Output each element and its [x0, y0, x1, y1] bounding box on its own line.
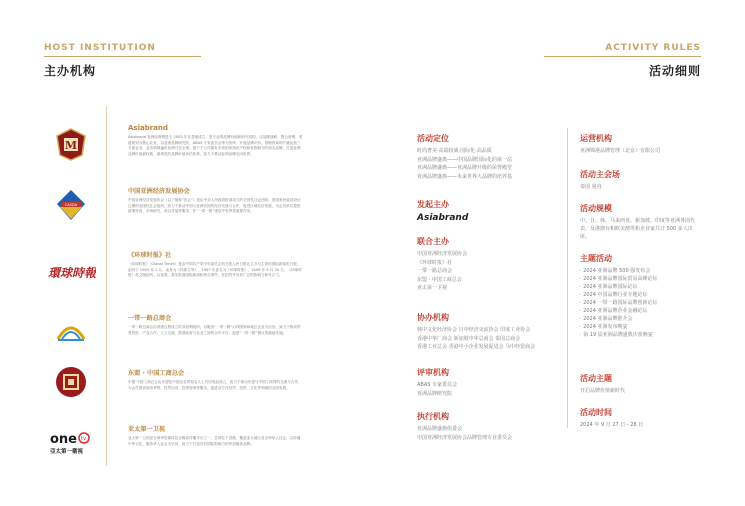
- global-times-logo: [48, 262, 96, 282]
- org-title: Asiabrand: [128, 124, 168, 132]
- section-text: 中、日、韩、马来西亚、新加坡、印度等亚洲各国代表，及港澳台和欧美澳等和企业家共计 500 多人出席。: [580, 218, 696, 240]
- right-divider-line: [567, 128, 568, 428]
- list-item: 中国亚洲经济发展协会品牌管理专业委员会: [417, 434, 513, 441]
- list-item: 亚洲品牌盛典——中国品牌国际化的第一站: [417, 156, 513, 163]
- org-one-tv: [128, 424, 303, 447]
- asiabrand-crest-logo: [54, 127, 88, 161]
- casda-emblem-logo: [54, 188, 88, 222]
- list-item: 中国亚洲经济发展协会: [417, 251, 468, 257]
- section-title: 运营机构: [580, 134, 612, 143]
- section-items: [417, 381, 457, 398]
- org-title: 中国亚洲经济发展协会: [128, 188, 190, 195]
- activity-rules-title-cn: 活动细则: [648, 64, 701, 78]
- list-item: · 2024 亚洲品牌推介会: [580, 316, 633, 322]
- org-description: 中国亚洲经济发展协会（以下简称“协会”）是由中央人民政府批准成立的全国性社会团体，是国家民政部登记注册的全国性社会组织，致力于推动中国与亚洲各国的经济交流与合作，促进区域经济发展，为会员单位提供政策咨询、市场研究、项目对接等服务，在“一带一路”建设中发挥着重要作用。: [128, 198, 301, 213]
- section-title: 发起主办: [417, 200, 449, 209]
- section-items: [417, 326, 535, 352]
- org-casda: [128, 186, 303, 215]
- section-themed-events: [580, 253, 658, 339]
- section-operator: [580, 133, 660, 155]
- section-title: 评审机构: [417, 368, 449, 377]
- list-item: · 2024 一带一路国际品牌创新论坛: [580, 300, 658, 306]
- svg-text:one: one: [50, 432, 78, 447]
- asean-china-chamber-logo: [54, 365, 88, 399]
- org-global-times: [128, 250, 303, 279]
- section-title: 执行机构: [417, 412, 449, 421]
- list-item: 韩中文化经济协会 日中经济交流协会 印度工业协会: [417, 327, 531, 333]
- section-title: 协办机构: [417, 313, 449, 322]
- section-text: 亚洲锦港品牌管理（北京）有限公司: [580, 148, 661, 154]
- section-items: [580, 267, 658, 339]
- org-asiabrand: [128, 124, 303, 157]
- left-header-line: [44, 56, 201, 57]
- section-text: 泰国 曼谷: [580, 184, 602, 190]
- section-title: 联合主办: [417, 237, 449, 246]
- list-item: 东盟 · 中国工商总会: [417, 276, 462, 283]
- list-item: 时尚奢美·高端权威·国际化·高品质: [417, 148, 492, 154]
- section-title: 活动规模: [580, 204, 612, 213]
- section-title: 活动定位: [417, 134, 449, 143]
- org-title: 东盟 · 中国工商总会: [128, 370, 185, 377]
- host-institution-title-cn: 主办机构: [44, 64, 97, 78]
- list-item: 亚洲品牌盛典——未来世界大品牌的培养基: [417, 173, 513, 180]
- org-description: 一带一路总商会由香港注册成立的非营利组织，以服务“一带一路”沿线国家和地区企业为宗旨，致力于推动贸易投资、产业合作、人文交流，搭建政府与企业之间的合作平台，促进“一带一路”倡议的落地实施。: [128, 325, 301, 335]
- list-item: · 2024 亚洲品牌国际论坛: [580, 284, 638, 290]
- org-title: 《环球时报》社: [128, 252, 172, 259]
- list-item: 亚洲品牌研究院: [417, 390, 453, 397]
- svg-text:環球時報: 環球時報: [48, 266, 96, 280]
- section-title: 主题活动: [580, 254, 612, 263]
- org-asean-china: [128, 368, 303, 391]
- activity-rules-title-en: ACTIVITY RULES: [605, 43, 701, 53]
- org-description: 东盟·中国工商总会由东盟及中国企业界知名人士共同发起成立，致力于推动东盟与中国工商界的交流与合作，为会员提供商务考察、经贸洽谈、投资咨询等服务，促进双方在经贸、投资、文化等领域的全面发展。: [128, 380, 302, 390]
- host-institution-title-en: HOST INSTITUTION: [44, 43, 156, 53]
- belt-road-chamber-logo: [54, 315, 88, 349]
- section-text: 2024 年 9 月 27 日 - 28 日: [580, 422, 644, 428]
- list-item: · 第 19 届亚洲品牌盛典庆祝晚宴: [580, 332, 653, 338]
- list-item: ABAS 专家委员会: [417, 382, 458, 388]
- list-item: · 2024 亚洲品牌国际贸易高峰论坛: [580, 276, 658, 282]
- section-co-hosts: [417, 236, 467, 293]
- org-belt-road: [128, 313, 303, 336]
- svg-text:CASDA: CASDA: [64, 203, 78, 207]
- section-main-venue: [580, 169, 620, 191]
- right-header-line: [544, 56, 701, 57]
- left-divider-line: [106, 106, 107, 466]
- section-time: [580, 407, 643, 429]
- list-item: 香港工业总会 香港中小企业发展促进会 马中经贸商会: [417, 344, 536, 350]
- org-description: Asiabrand 亚洲品牌网是于 2003 年在香港成立，是专业的品牌价值和研究机构，以品牌战略、整合营销、渠道规划为核心业务，以亚洲品牌研究院、ABAS 专家委员会等为智库，开展品牌评价、管理咨询和产融运营三方面业务，业务领域遍布亚洲乃至全球。旗下子公司拥有多项国家知识产权和有影响力的知名品牌，打造亚洲品牌价值最权威、最规范的品牌价值评估体系，致力于推动亚洲品牌走向世界。: [128, 135, 303, 156]
- svg-text:tv: tv: [81, 436, 86, 442]
- list-item: · 2024 亚洲品牌企业金融论坛: [580, 308, 648, 314]
- list-item: 亚洲品牌盛典组委会: [417, 426, 463, 432]
- list-item: 香港中华厂商会 新加坡中华总商会 泰国总商会: [417, 335, 521, 342]
- list-item: · 2024 亚洲品牌 500 强发布会: [580, 268, 651, 274]
- list-item: 一带一路总商会: [417, 268, 453, 274]
- section-initiator: [417, 199, 468, 223]
- section-review: [417, 367, 457, 398]
- list-item: · 2024 中国品牌行业专题论坛: [580, 292, 648, 298]
- org-title: 一带一路总商会: [128, 315, 172, 322]
- section-co-organizers: [417, 312, 535, 352]
- svg-text:M: M: [64, 139, 78, 152]
- org-title: 亚太第一卫视: [128, 426, 166, 433]
- section-title: 活动时间: [580, 408, 612, 417]
- section-title: 活动主题: [580, 374, 612, 383]
- svg-text:亞太第一衛視: 亞太第一衛視: [50, 449, 84, 455]
- section-positioning: [417, 133, 512, 181]
- section-items: [417, 147, 512, 181]
- org-description: 亚太第一卫视是全球华语媒体及全媒体传播平台之一，总部位于香港，覆盖亚太地区及全球华人社会，以传播中华文化、服务华人社会为宗旨，致力于打造具有国际影响力的华语媒体品牌。: [128, 436, 301, 446]
- section-items: [417, 425, 512, 442]
- section-items: [417, 250, 467, 293]
- section-theme: [580, 373, 625, 395]
- list-item: 亚太第一卫视: [417, 285, 448, 291]
- asiabrand-wordmark-logo: Asiabrand: [417, 213, 469, 223]
- section-text: 开启品牌价值新时代: [580, 388, 626, 394]
- section-title: 活动主会场: [580, 170, 620, 179]
- list-item: 亚洲品牌盛典——亚洲品牌升级的荣誉殿堂: [417, 165, 513, 171]
- list-item: · 2024 亚洲发布晚宴: [580, 324, 628, 330]
- section-executive: [417, 411, 512, 442]
- list-item: 《环球时报》社: [417, 259, 453, 266]
- one-tv-logo: [50, 428, 94, 456]
- section-scale: [580, 203, 702, 241]
- org-description: 《环球时报》（Global Times）是由中国共产党中央委员会机关报人民日报社主办与主管的国际新闻类日报，创刊于 1993 年 1 月，前身为《环球文萃》，1997 年更名为《环球时报》，2009 年 4 月 20 日，《环球时报》英文版创刊。以客观、真实报道国际新闻和热点事件，在国内外具有广泛的影响力和号召力。: [128, 262, 302, 277]
